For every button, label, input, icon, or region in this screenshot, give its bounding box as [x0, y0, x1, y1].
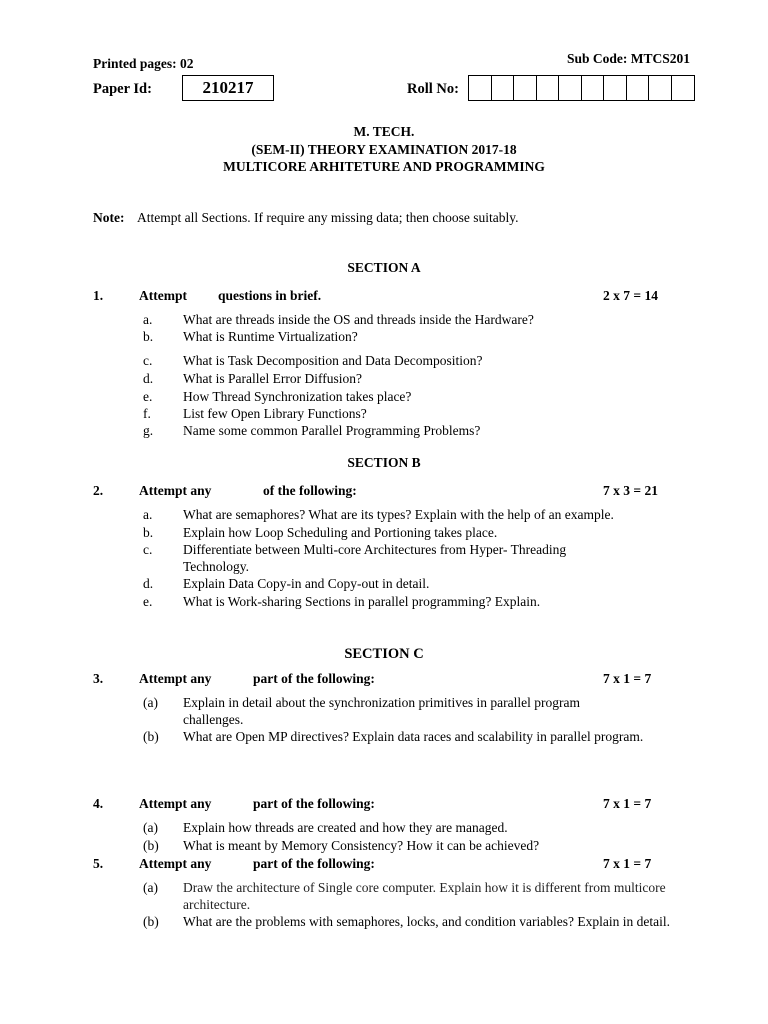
item-label: a. [143, 507, 153, 522]
item-text: What are Open MP directives? Explain data races and scalability in parallel program. [183, 729, 644, 744]
question-instruction-rest: part of the following: [253, 796, 375, 811]
question-instruction: Attempt any [139, 796, 212, 811]
question-marks: 7 x 1 = 7 [603, 671, 652, 686]
item-label: a. [143, 312, 153, 327]
item-text: Explain in detail about the synchronization primitives in parallel program challenges. [183, 695, 581, 727]
item-text: What is Work-sharing Sections in parallel programming? Explain. [183, 594, 541, 609]
question-instruction-rest: questions in brief. [218, 288, 322, 303]
item-text: What are semaphores? What are its types? Explain with the help of an example. [183, 507, 614, 522]
roll-no-cell [604, 76, 627, 100]
item-label: (b) [143, 838, 159, 853]
list-item-continuation [183, 559, 249, 575]
item-text: Name some common Parallel Programming Problems? [183, 423, 481, 438]
roll-no-cell [559, 76, 582, 100]
question-instruction: Attempt any [139, 671, 212, 686]
question-instruction-rest: part of the following: [253, 671, 375, 686]
title-exam: (SEM-II) THEORY EXAMINATION 2017-18 [251, 142, 517, 157]
question-marks: 7 x 3 = 21 [603, 483, 658, 498]
question-instruction: Attempt any [139, 483, 212, 498]
roll-no-cell [649, 76, 672, 100]
question-number: 2. [93, 483, 104, 498]
paper-id-label: Paper Id: [93, 81, 152, 97]
item-text: What is Task Decomposition and Data Decomposition? [183, 353, 483, 368]
title-subject: MULTICORE ARHITETURE AND PROGRAMMING [223, 159, 545, 174]
section-a-title: SECTION A [347, 260, 421, 275]
item-text: What are the problems with semaphores, locks, and condition variables? Explain in detail. [183, 914, 670, 929]
item-label: (a) [143, 695, 158, 710]
sub-code: Sub Code: MTCS201 [567, 51, 691, 66]
item-text: Differentiate between Multi-core Architectures from Hyper- Threading [183, 542, 567, 557]
note-text: Attempt all Sections. If require any missing data; then choose suitably. [137, 210, 519, 225]
item-text: List few Open Library Functions? [183, 406, 367, 421]
item-label: (b) [143, 914, 159, 929]
item-text: What is Parallel Error Diffusion? [183, 371, 362, 386]
question-number: 1. [93, 288, 104, 303]
title-degree: M. TECH. [353, 124, 415, 139]
note-label: Note: [93, 210, 125, 225]
paper-id-box: 210217 [182, 75, 274, 101]
item-text: Technology. [183, 559, 250, 574]
item-text: Explain Data Copy-in and Copy-out in detail. [183, 576, 430, 591]
question-marks: 7 x 1 = 7 [603, 856, 652, 871]
item-label: f. [143, 406, 151, 421]
question-instruction: Attempt any [139, 856, 212, 871]
roll-no-cell [469, 76, 492, 100]
item-label: e. [143, 389, 153, 404]
question-instruction: Attempt [139, 288, 187, 303]
roll-no-boxes [468, 75, 695, 101]
roll-no-label: Roll No: [407, 81, 459, 97]
item-text: How Thread Synchronization takes place? [183, 389, 412, 404]
section-b-title: SECTION B [347, 455, 421, 470]
item-text: Draw the architecture of Single core computer. Explain how it is different from multicore architecture. [183, 880, 666, 912]
roll-no-cell [672, 76, 695, 100]
roll-no-cell [492, 76, 515, 100]
item-text: What are threads inside the OS and threads inside the Hardware? [183, 312, 534, 327]
item-label: (a) [143, 880, 158, 895]
roll-no-cell [537, 76, 560, 100]
section-c-title: SECTION C [344, 646, 424, 662]
question-number: 5. [93, 856, 104, 871]
item-label: d. [143, 576, 154, 591]
item-label: g. [143, 423, 154, 438]
item-label: (b) [143, 729, 159, 744]
question-instruction-rest: of the following: [263, 483, 357, 498]
item-text: Explain how threads are created and how they are managed. [183, 820, 508, 835]
item-label: (a) [143, 820, 158, 835]
question-number: 4. [93, 796, 104, 811]
question-marks: 2 x 7 = 14 [603, 288, 658, 303]
item-label: b. [143, 329, 154, 344]
item-label: b. [143, 525, 154, 540]
printed-pages: Printed pages: 02 [93, 56, 194, 71]
item-label: c. [143, 542, 153, 557]
item-label: c. [143, 353, 153, 368]
question-instruction-rest: part of the following: [253, 856, 375, 871]
roll-no-cell [627, 76, 650, 100]
item-text: Explain how Loop Scheduling and Portioning takes place. [183, 525, 498, 540]
item-label: e. [143, 594, 153, 609]
roll-no-cell [514, 76, 537, 100]
question-number: 3. [93, 671, 104, 686]
item-label: d. [143, 371, 154, 386]
question-marks: 7 x 1 = 7 [603, 796, 652, 811]
item-text: What is meant by Memory Consistency? How it can be achieved? [183, 838, 540, 853]
roll-no-cell [582, 76, 605, 100]
item-text: What is Runtime Virtualization? [183, 329, 358, 344]
